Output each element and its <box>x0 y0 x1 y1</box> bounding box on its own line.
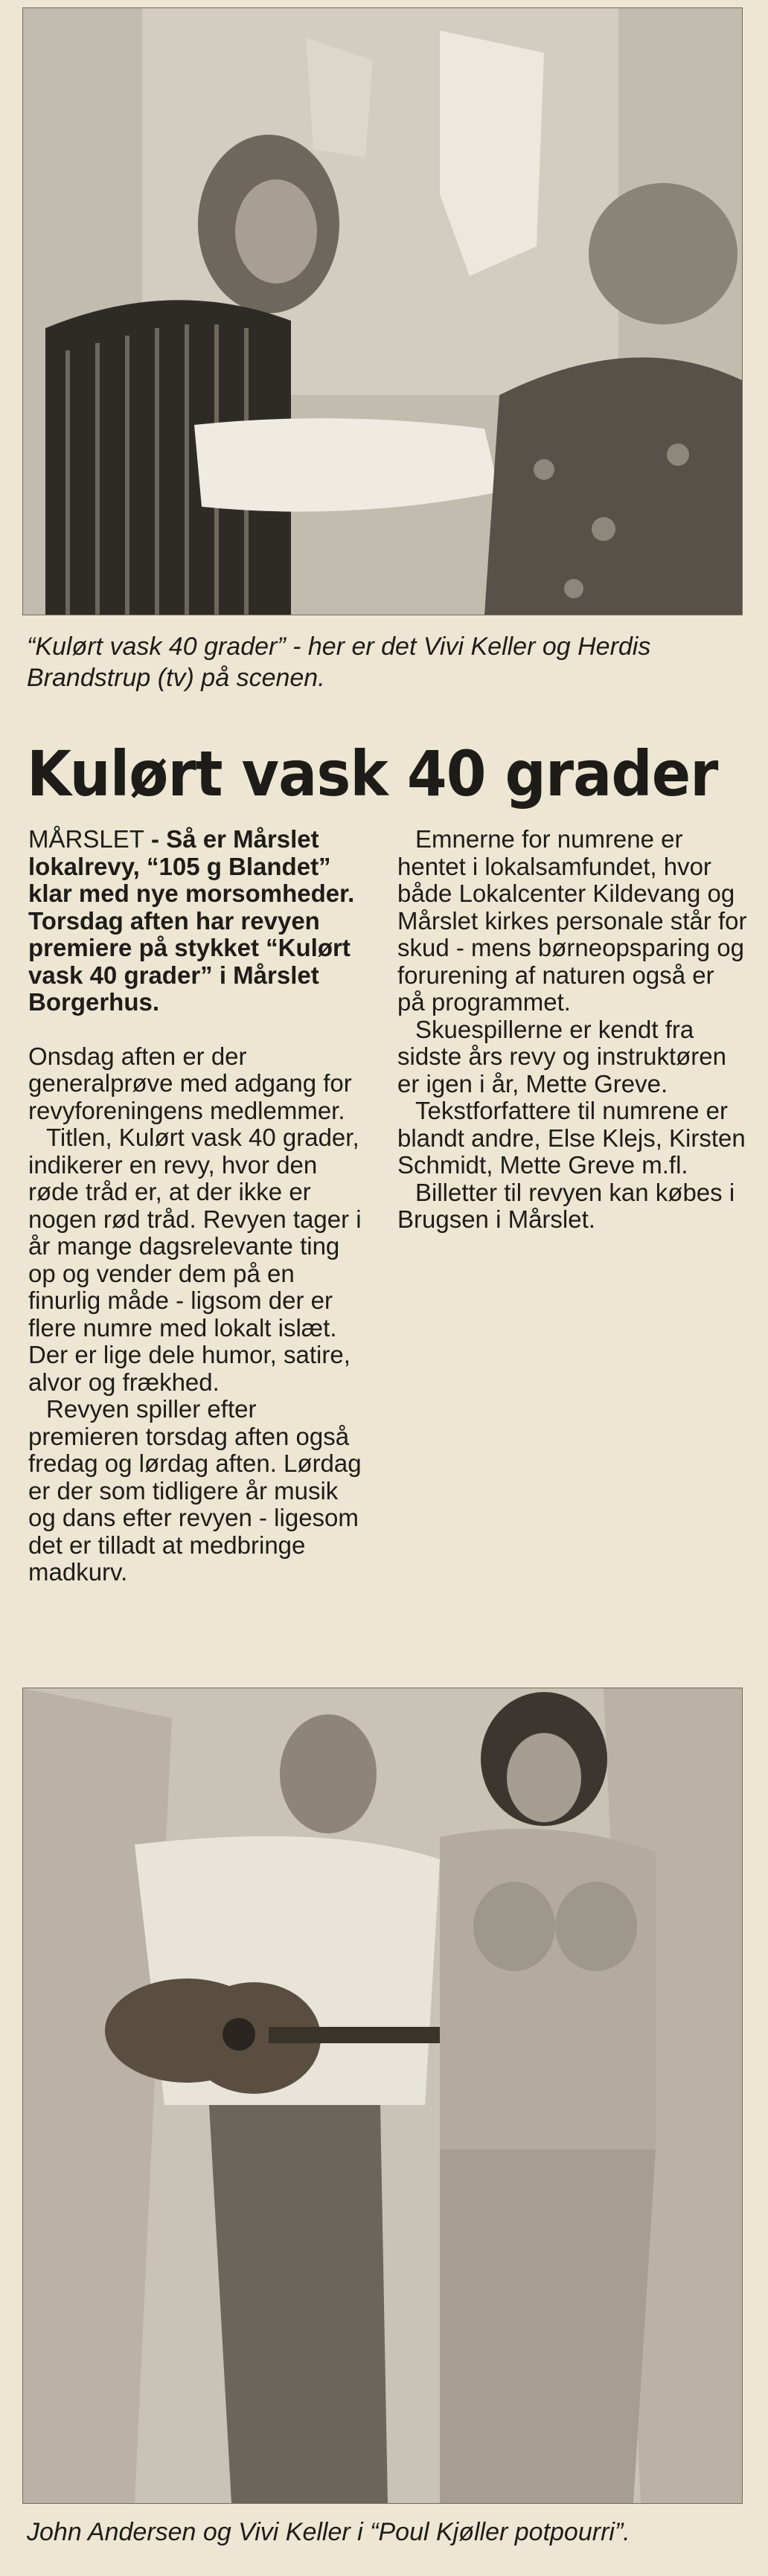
photo-musicians <box>22 1688 743 2504</box>
paragraph: Onsdag aften er der generalprøve med adgang for revyforeningens medlemmer. <box>28 1042 352 1124</box>
lead-text: - Så er Mårslet lokalrevy, “105 g Blandet” klar med nye morsomheder. Torsdag aften har revyen premiere på stykket “Kulørt vask 40 grader” i Mårslet Borgerhus. <box>28 825 355 1016</box>
paragraph: Billetter til revyen kan købes i Brugsen i Mårslet. <box>397 1178 735 1233</box>
article-column-left <box>28 825 363 1586</box>
paragraph: Emnerne for numrene er hentet i lokalsamfundet, hvor både Lokalcenter Kildevang og Mårslet kirkes personale står for skud - mens børneopsparing og forurening af naturen også er på programmet. <box>397 825 747 1016</box>
paragraph: Tekstforfattere til numrene er blandt andre, Else Klejs, Kirsten Schmidt, Mette Greve m.fl. <box>397 1097 746 1179</box>
article-headline: Kulørt vask 40 grader <box>27 737 718 810</box>
photo-caption-bottom: John Andersen og Vivi Keller i “Poul Kjøller potpourri”. <box>27 2518 630 2546</box>
article-column-right <box>397 826 747 1234</box>
dateline-location: MÅRSLET <box>28 825 144 853</box>
article-lead <box>28 826 363 1016</box>
photo-scene-illustration <box>23 8 742 615</box>
photo-caption-top: “Kulørt vask 40 grader” - her er det Vivi Keller og Herdis Brandstrup (tv) på scenen. <box>27 632 651 692</box>
photo-revue-scene <box>22 7 743 615</box>
photo-musicians-illustration <box>23 1688 742 2503</box>
paragraph: Titlen, Kulørt vask 40 grader, indikerer en revy, hvor den røde tråd er, at der ikke er nogen rød tråd. Revyen tager i år mange dagsrelevante ting op og vender dem på en finurlig måde - ligsom der er flere numre med lokalt islæt. Der er lige dele humor, satire, alvor og frækhed. <box>28 1124 362 1396</box>
paragraph: Skuespillerne er kendt fra sidste års revy og instruktøren er igen i år, Mette Greve. <box>397 1015 726 1098</box>
paragraph: Revyen spiller efter premieren torsdag aften også fredag og lørdag aften. Lørdag er der som tidligere år musik og dans efter revyen - ligesom det er tilladt at medbringe madkurv. <box>28 1395 362 1586</box>
